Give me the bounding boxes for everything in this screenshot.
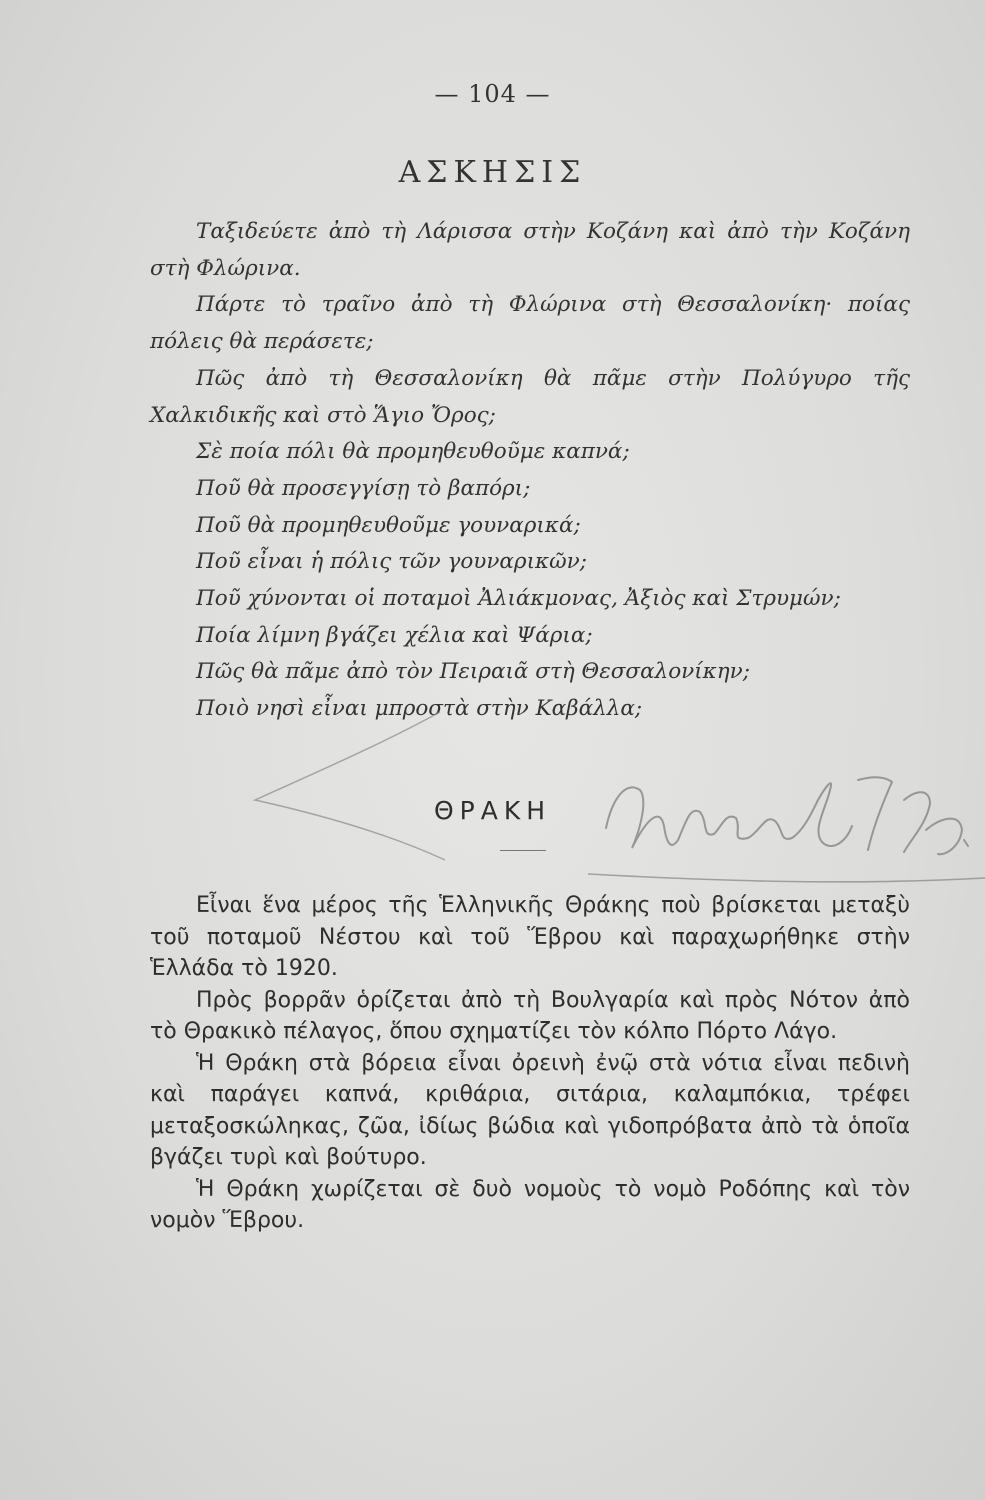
exercise-question-10: Πῶς θὰ πᾶμε ἀπὸ τὸν Πειραιᾶ στὴ Θεσσαλονίκην; <box>196 659 750 685</box>
exercise-question-5: Ποῦ θὰ προσεγγίσῃ τὸ βαπόρι; <box>196 475 531 501</box>
section-title: ΘΡΑΚΗ <box>433 796 552 825</box>
exercise-title: ΑΣΚΗΣΙΣ <box>398 155 587 190</box>
exercise-question-2: Πάρτε τὸ τραῖνο ἀπὸ τὴ Φλώρινα στὴ Θεσσαλονίκη· ποίας πόλεις θὰ περάσετε; <box>150 292 910 355</box>
exercise-question-1: Ταξιδεύετε ἀπὸ τὴ Λάρισσα στὴν Κοζάνη καὶ ἀπὸ τὴν Κοζάνη στὴ Φλώρινα. <box>150 219 910 281</box>
section-body <box>150 890 910 1237</box>
exercise-question-8: Ποῦ χύνονται οἱ ποταμοὶ Ἀλιάκμονας, Ἀξιὸς καὶ Στρυμών; <box>196 586 841 612</box>
exercise-question-9: Ποία λίμνη βγάζει χέλια καὶ Ψάρια; <box>196 622 593 648</box>
section-paragraph-3: Ἡ Θράκη στὰ βόρεια εἶναι ὀρεινὴ ἐνῷ στὰ νότια εἶναι πεδινὴ καὶ παράγει καπνά, κριθάρια, σιτάρια, καλαμπόκια, τρέφει μεταξοσκώληκας, ζῶα, ἰδίως βώδια καὶ γιδοπρόβατα ἀπὸ τὰ ὁποῖα βγάζει τυρὶ καὶ βούτυρο. <box>150 1050 910 1170</box>
exercise-question-6: Ποῦ θὰ προμηθευθοῦμε γουναρικά; <box>196 512 581 538</box>
exercise-question-7: Ποῦ εἶναι ἡ πόλις τῶν γουναρικῶν; <box>196 549 587 575</box>
section-paragraph-4: Ἡ Θράκη χωρίζεται σὲ δυὸ νομοὺς τὸ νομὸ Ροδόπης καὶ τὸν νομὸν Ἕβρου. <box>150 1176 910 1233</box>
page-number: — 104 — <box>434 80 551 108</box>
section-title-rule <box>500 850 546 851</box>
pencil-wedge-mark <box>255 712 445 860</box>
exercise-question-11: Ποιὸ νησὶ εἶναι μπροστὰ στὴν Καβάλλα; <box>196 696 643 722</box>
section-paragraph-2: Πρὸς βορρᾶν ὁρίζεται ἀπὸ τὴ Βουλγαρία καὶ πρὸς Νότον ἀπὸ τὸ Θρακικὸ πέλαγος, ὅπου σχηματίζει τὸν κόλπο Πόρτο Λάγο. <box>150 987 910 1044</box>
pencil-underline <box>588 874 985 882</box>
section-paragraph-1: Εἶναι ἕνα μέρος τῆς Ἑλληνικῆς Θράκης ποὺ βρίσκεται μεταξὺ τοῦ ποταμοῦ Νέστου καὶ τοῦ Ἕβρου καὶ παραχωρήθηκε στὴν Ἑλλάδα τὸ 1920. <box>150 893 910 981</box>
exercise-question-4: Σὲ ποία πόλι θὰ προμηθευθοῦμε καπνά; <box>196 439 630 465</box>
exercise-questions <box>150 214 910 728</box>
exercise-question-3: Πῶς ἀπὸ τὴ Θεσσαλονίκη θὰ πᾶμε στὴν Πολύγυρο τῆς Χαλκιδικῆς καὶ στὸ Ἅγιο Ὄρος; <box>150 365 910 428</box>
